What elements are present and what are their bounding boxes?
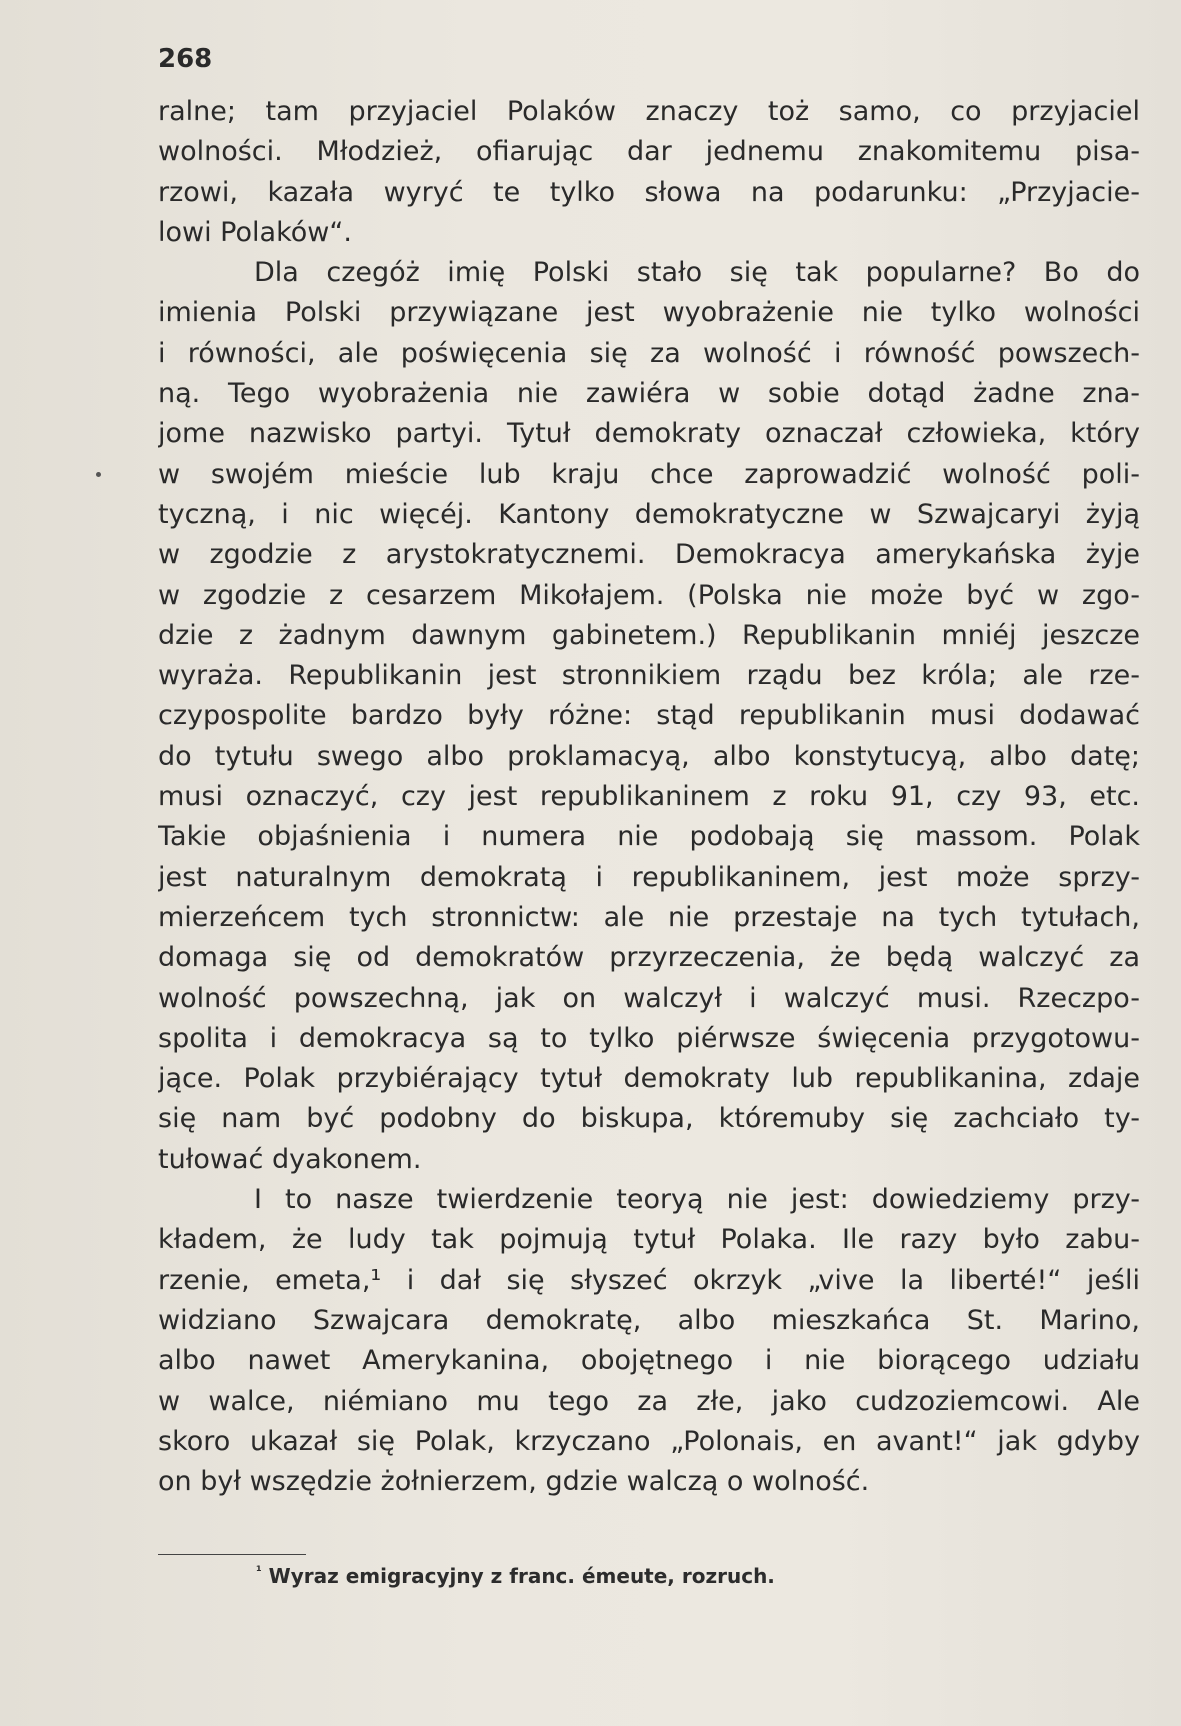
footnote-text: Wyraz emigracyjny z franc. émeute, rozruch. [268, 1564, 775, 1588]
text-line: spolita i demokracya są to tylko piérwsze święcenia przygotowu- [158, 1022, 1140, 1054]
footnote-divider [158, 1554, 306, 1555]
text-line: wolność powszechną, jak on walczył i walczyć musi. Rzeczpo- [158, 982, 1140, 1014]
text-line: on był wszędzie żołnierzem, gdzie walczą o wolność. [158, 1466, 870, 1498]
text-line: domaga się od demokratów przyrzeczenia, że będą walczyć za [158, 942, 1140, 974]
text-line: czypospolite bardzo były różne: stąd republikanin musi dodawać [158, 700, 1140, 732]
text-line: tułować dyakonem. [158, 1143, 422, 1175]
text-line: mierzeńcem tych stronnictw: ale nie przestaje na tych tytułach, [158, 901, 1140, 933]
text-line: w walce, niémiano mu tego za złe, jako cudzoziemcowi. Ale [158, 1385, 1140, 1417]
text-line: i równości, ale poświęcenia się za wolność i równość powszech- [158, 337, 1140, 369]
text-line: Dla czegóż imię Polski stało się tak popularne? Bo do [254, 257, 1140, 289]
text-line: rzowi, kazała wyryć te tylko słowa na podarunku: „Przyjacie- [158, 176, 1140, 208]
text-line: dzie z żadnym dawnym gabinetem.) Republikanin mniéj jeszcze [158, 619, 1140, 651]
text-line: jące. Polak przybiérający tytuł demokraty lub republikanina, zdaje [158, 1063, 1140, 1095]
text-line: I to nasze twierdzenie teoryą nie jest: dowiedziemy przy- [254, 1184, 1140, 1216]
ink-speck [96, 472, 101, 477]
footnote-marker: ¹ [256, 1564, 262, 1580]
text-line: Takie objaśnienia i numera nie podobają się massom. Polak [158, 821, 1140, 853]
text-line: w swojém mieście lub kraju chce zaprowadzić wolność poli- [158, 458, 1140, 490]
text-line: się nam być podobny do biskupa, któremuby się zachciało ty- [158, 1103, 1140, 1135]
text-line: do tytułu swego albo proklamacyą, albo konstytucyą, albo datę; [158, 740, 1140, 772]
text-line: w zgodzie z arystokratycznemi. Demokracya amerykańska żyje [158, 539, 1140, 571]
text-line: ralne; tam przyjaciel Polaków znaczy toż samo, co przyjaciel [158, 96, 1140, 127]
text-line: kładem, że ludy tak pojmują tytuł Polaka. Ile razy było zabu- [158, 1224, 1140, 1256]
text-line: ną. Tego wyobrażenia nie zawiéra w sobie dotąd żadne zna- [158, 378, 1140, 410]
body-text [158, 92, 1140, 1502]
text-line: musi oznaczyć, czy jest republikaninem z roku 91, czy 93, etc. [158, 781, 1140, 813]
text-line: imienia Polski przywiązane jest wyobrażenie nie tylko wolności [158, 297, 1140, 329]
footnote [256, 1564, 775, 1588]
text-line: w zgodzie z cesarzem Mikołajem. (Polska nie może być w zgo- [158, 579, 1140, 611]
text-line: wolności. Młodzież, ofiarując dar jednemu znakomitemu pisa- [158, 136, 1140, 168]
text-line: tyczną, i nic więcéj. Kantony demokratyczne w Szwajcaryi żyją [158, 498, 1140, 530]
text-line: jome nazwisko partyi. Tytuł demokraty oznaczał człowieka, który [158, 418, 1140, 450]
text-line: jest naturalnym demokratą i republikaninem, jest może sprzy- [158, 861, 1140, 893]
text-line: albo nawet Amerykanina, obojętnego i nie biorącego udziału [158, 1345, 1140, 1377]
text-line: rzenie, emeta,¹ i dał się słyszeć okrzyk „vive la liberté!“ jeśli [158, 1264, 1140, 1296]
text-line: widziano Szwajcara demokratę, albo mieszkańca St. Marino, [158, 1304, 1140, 1336]
text-line: wyraża. Republikanin jest stronnikiem rządu bez króla; ale rze- [158, 660, 1140, 692]
text-line: lowi Polaków“. [158, 216, 352, 248]
text-line: skoro ukazał się Polak, krzyczano „Polonais, en avant!“ jak gdyby [158, 1425, 1140, 1457]
page-number: 268 [158, 44, 213, 74]
